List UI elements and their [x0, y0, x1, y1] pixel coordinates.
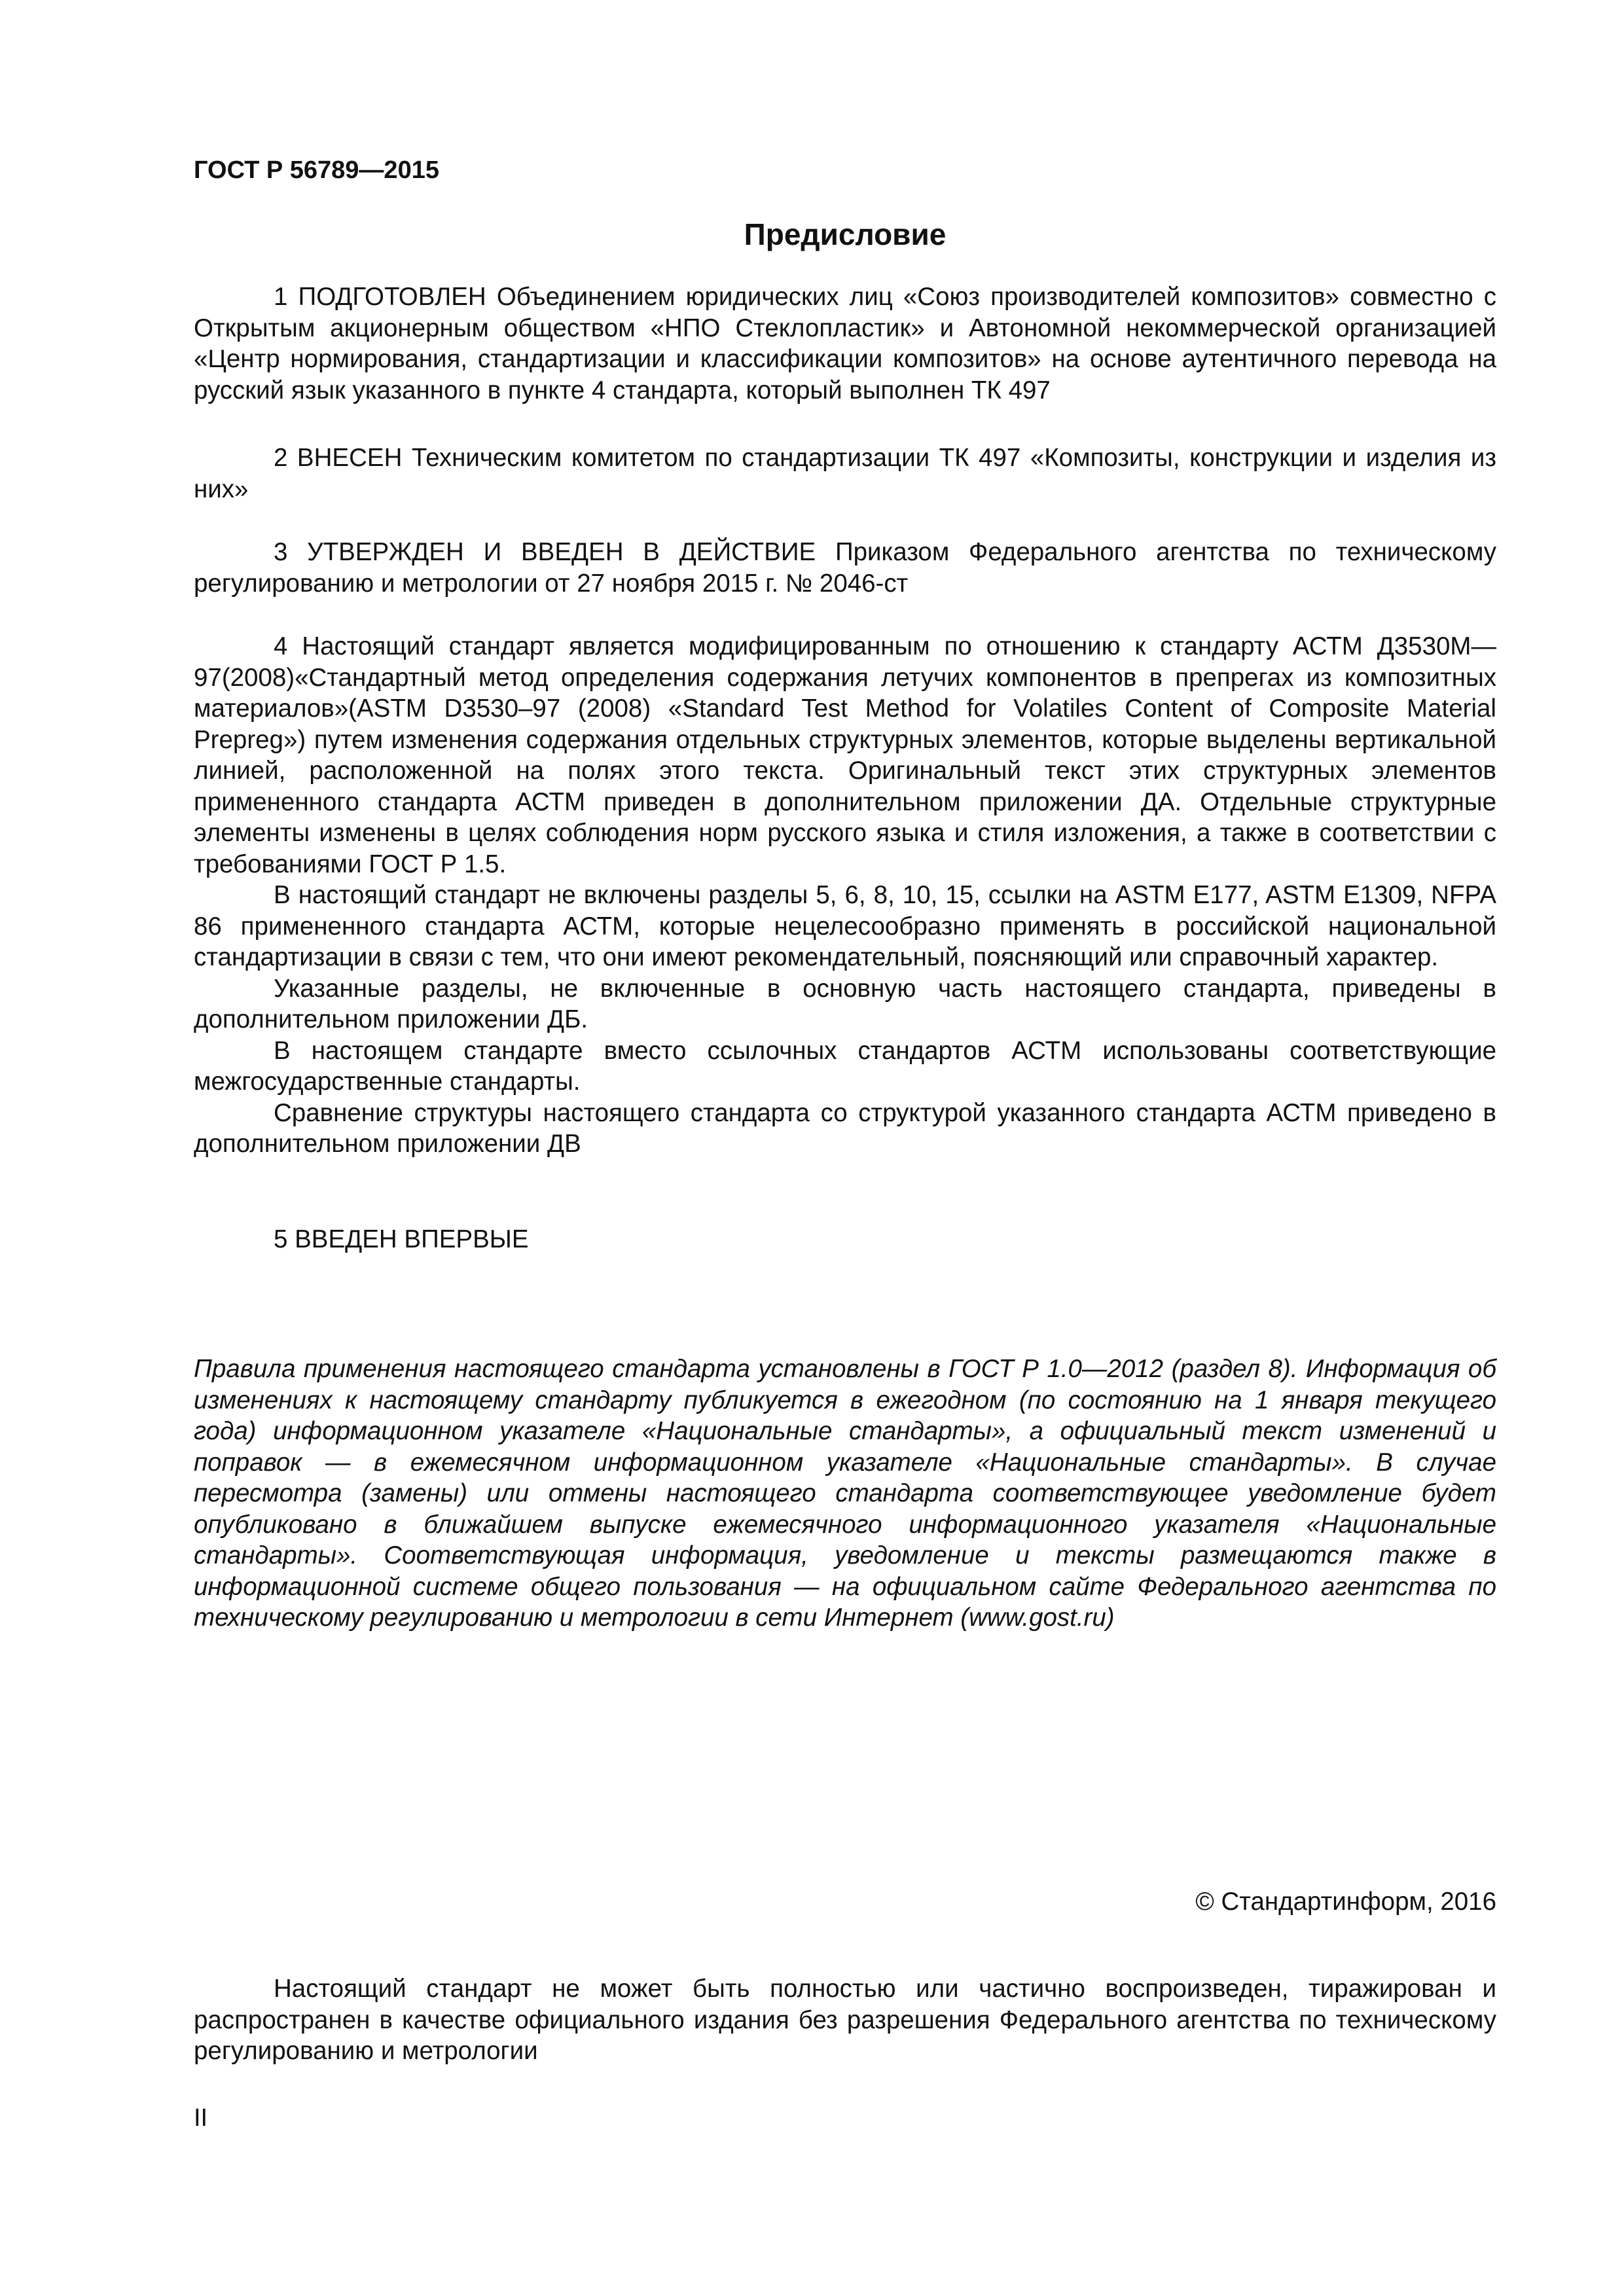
- reproduction-notice: [194, 1973, 1496, 2067]
- paragraph: 3 УТВЕРЖДЕН И ВВЕДЕН В ДЕЙСТВИЕ Приказом Федерального агентства по техническому регулированию и метрологии от 27 ноября 2015 г. № 2046-ст: [194, 538, 1496, 598]
- paragraph: Правила применения настоящего стандарта установлены в ГОСТ Р 1.0—2012 (раздел 8). Информация об изменениях к настоящему стандарту публикуется в ежегодном (по состоянию на 1 января текущего года) информационном указателе «Национальные стандарты», а официальный текст изменений и поправок — в ежемесячном информационном указателе «Национальные стандарты». В случае пересмотра (замены) или отмены настоящего стандарта соответствующее уведомление будет опубликовано в ближайшем выпуске ежемесячного информационного указателя «Национальные стандарты». Соответствующая информация, уведомление и тексты размещаются также в информационной системе общего пользования — на официальном сайте Федерального агентства по техническому регулированию и метрологии в сети Интернет (www.gost.ru): [194, 1355, 1496, 1632]
- paragraph: 4 Настоящий стандарт является модифицированным по отношению к стандарту АСТМ Д3530М—97(2008)«Стандартный метод определения содержания летучих компонентов в препрегах из композитных материалов»(ASTM D3530–97 (2008) «Standard Test Method for Volatiles Content of Composite Material Prepreg») путем изменения содержания отдельных структурных элементов, которые выделены вертикальной линией, расположенной на полях этого текста. Оригинальный текст этих структурных элементов примененного стандарта АСТМ приведен в дополнительном приложении ДА. Отдельные структурные элементы изменены в целях соблюдения норм русского языка и стиля изложения, а также в соответствии с требованиями ГОСТ Р 1.5.: [194, 632, 1496, 878]
- section-4-modification: [194, 631, 1496, 1160]
- page-number: II: [194, 2104, 208, 2132]
- paragraph: Указанные разделы, не включенные в основную часть настоящего стандарта, приведены в дополнительном приложении ДБ.: [194, 974, 1496, 1033]
- paragraph: Настоящий стандарт не может быть полностью или частично воспроизведен, тиражирован и распространен в качестве официального издания без разрешения Федерального агентства по техническому регулированию и метрологии: [194, 1975, 1496, 2065]
- section-3-approved: [194, 537, 1496, 599]
- page-title: Предисловие: [744, 217, 947, 251]
- section-2-submitted: [194, 442, 1496, 505]
- application-rules-notice: [194, 1354, 1496, 1634]
- section-5-introduced: [194, 1224, 1496, 1255]
- paragraph: 2 ВНЕСЕН Техническим комитетом по стандартизации ТК 497 «Композиты, конструкции и изделия из них»: [194, 444, 1496, 503]
- paragraph: 1 ПОДГОТОВЛЕН Объединением юридических лиц «Союз производителей композитов» совместно с Открытым акционерным обществом «НПО Стеклопластик» и Автономной некоммерческой организацией «Центр нормирования, стандартизации и классификации композитов» на основе аутентичного перевода на русский язык указанного в пункте 4 стандарта, который выполнен ТК 497: [194, 283, 1496, 404]
- paragraph: 5 ВВЕДЕН ВПЕРВЫЕ: [274, 1225, 529, 1253]
- document-number-header: ГОСТ Р 56789—2015: [194, 156, 439, 184]
- paragraph: Сравнение структуры настоящего стандарта со структурой указанного стандарта АСТМ приведено в дополнительном приложении ДВ: [194, 1098, 1496, 1158]
- copyright-line: © Стандартинформ, 2016: [1195, 1888, 1496, 1916]
- paragraph: В настоящем стандарте вместо ссылочных стандартов АСТМ использованы соответствующие межгосударственные стандарты.: [194, 1036, 1496, 1096]
- paragraph: В настоящий стандарт не включены разделы 5, 6, 8, 10, 15, ссылки на ASTM E177, ASTM E1309, NFPA 86 примененного стандарта АСТМ, которые нецелесообразно применять в российской национальной стандартизации в связи с тем, что они имеют рекомендательный, поясняющий или справочный характер.: [194, 881, 1496, 971]
- section-1-prepared: [194, 281, 1496, 406]
